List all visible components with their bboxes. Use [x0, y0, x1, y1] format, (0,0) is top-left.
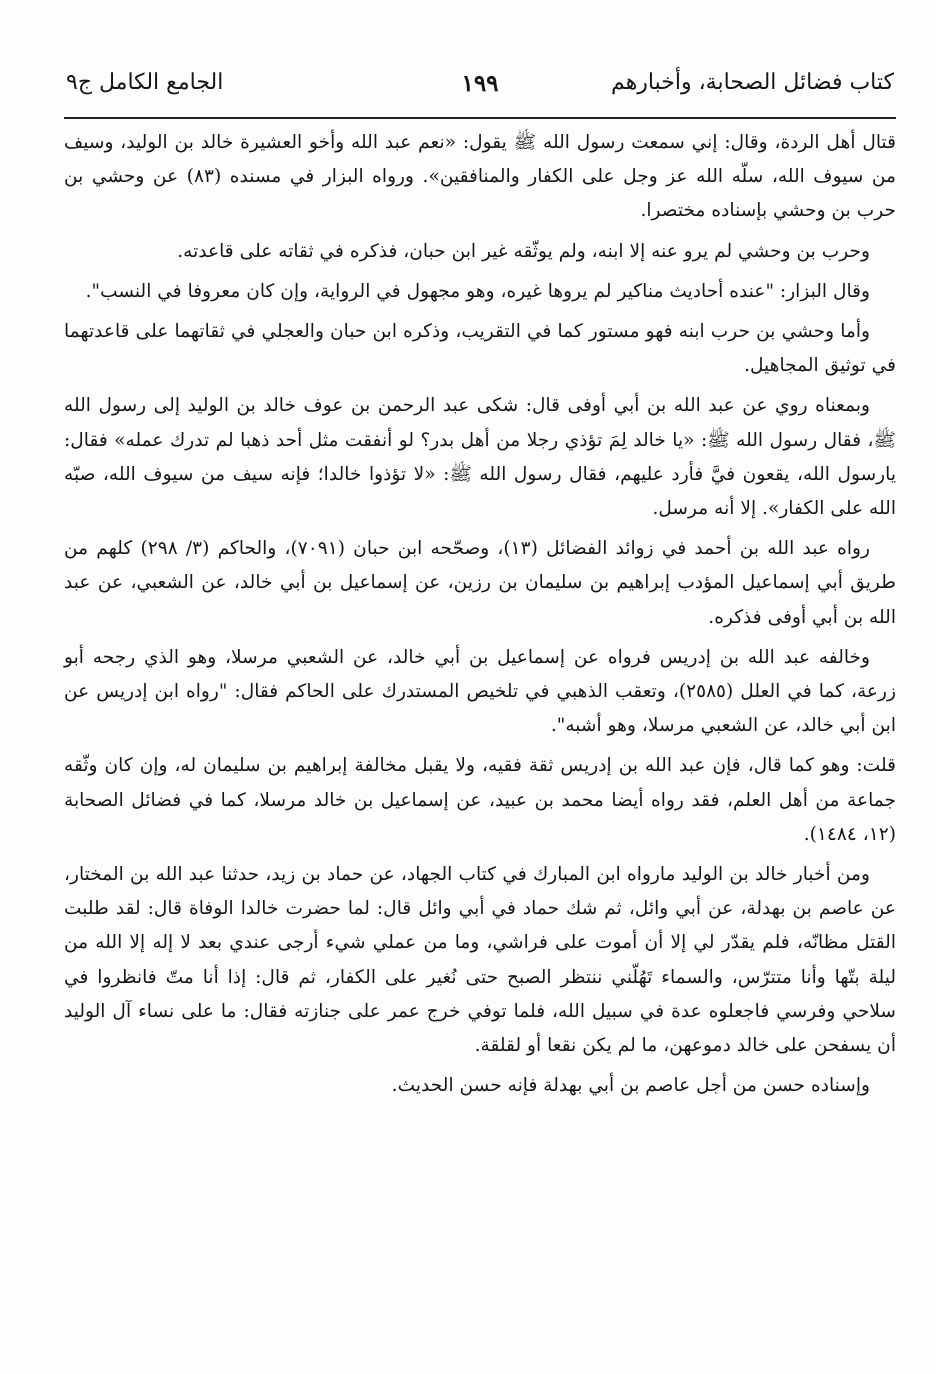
book-title: الجامع الكامل ج٩ — [66, 70, 224, 95]
paragraph-7: وخالفه عبد الله بن إدريس فرواه عن إسماعيل بن أبي خالد، عن الشعبي مرسلا، وهو الذي رجحه أبو زرعة، كما في العلل (٢٥٨٥)، وتعقب الذهبي في تلخيص المستدرك على الحاكم فقال: "رواه ابن إدريس عن ابن أبي خالد، عن الشعبي مرسلا، وهو أشبه". — [64, 646, 896, 737]
paragraph-5: وبمعناه روي عن عبد الله بن أبي أوفى قال: شكى عبد الرحمن بن عوف خالد بن الوليد إلى رسول الله ﷺ، فقال رسول الله ﷺ: «يا خالد لِمَ تؤذي رجلا من أهل بدر؟ لو أنفقت مثل أحد ذهبا لم تدرك عمله» فقال: يارسول الله، يقعون فيَّ فأرد عليهم، فقال رسول الله ﷺ: «لا تؤذوا خالدا؛ فإنه سيف من سيوف الله، صبّه الله على الكفار». إلا أنه مرسل. — [64, 395, 896, 520]
chapter-title: كتاب فضائل الصحابة، وأخبارهم — [611, 70, 894, 95]
page-header — [64, 66, 896, 106]
page-body — [64, 126, 896, 1109]
paragraph-10: وإسناده حسن من أجل عاصم بن أبي بهدلة فإنه حسن الحديث. — [391, 1075, 870, 1097]
paragraph-8: قلت: وهو كما قال، فإن عبد الله بن إدريس ثقة فقيه، ولا يقبل مخالفة إبراهيم بن سليمان له، وإن كان وثّقه جماعة من أهل العلم، فقد رواه أيضا محمد بن عبيد، عن إسماعيل بن خالد مرسلا، كما في فضائل الصحابة (١٢، ١٤٨٤). — [64, 755, 896, 845]
paragraph-4: وأما وحشي بن حرب ابنه فهو مستور كما في التقريب، وذكره ابن حبان والعجلي في ثقاتهما على قاعدتهما في توثيق المجاهيل. — [64, 321, 896, 377]
paragraph-6: رواه عبد الله بن أحمد في زوائد الفضائل (١٣)، وصحّحه ابن حبان (٧٠٩١)، والحاكم (٣/ ٢٩٨) كلهم من طريق أبي إسماعيل المؤدب إبراهيم بن سليمان بن رزين، عن إسماعيل بن أبي خالد، عن الشعبي، عن عبد الله بن أبي أوفى فذكره. — [64, 538, 896, 628]
paragraph-2: وحرب بن وحشي لم يرو عنه إلا ابنه، ولم يوثّقه غير ابن حبان، فذكره في ثقاته على قاعدته. — [177, 240, 870, 262]
paragraph-9: ومن أخبار خالد بن الوليد مارواه ابن المبارك في كتاب الجهاد، عن حماد بن زيد، حدثنا عبد الله بن المختار، عن عاصم بن بهدلة، عن أبي وائل، ثم شك حماد في أبي وائل قال: لما حضرت خالدا الوفاة قال: لقد طلبت القتل مظانّه، فلم يقدّر لي إلا أن أموت على فراشي، وما من عملي شيء أرجى عندي بعد لا إله إلا الله من ليلة بتّها وأنا متترّس، والسماء تَهُلّني ننتظر الصبح حتى نُغير على الكفار، ثم قال: إذا أنا متّ فانظروا في سلاحي وفرسي فاجعلوه عدة في سبيل الله، فلما توفي خرج عمر على جنازته فقال: ما على نساء آل الوليد أن يسفحن على خالد دموعهن، ما لم يكن نقعا أو لقلقة. — [64, 864, 896, 1057]
page-number: ١٩٩ — [461, 70, 499, 97]
header-divider — [64, 117, 896, 119]
paragraph-3: وقال البزار: "عنده أحاديث مناكير لم يروها غيره، وهو مجهول في الرواية، وإن كان معروفا في النسب". — [85, 280, 870, 302]
paragraph-1: قتال أهل الردة، وقال: إني سمعت رسول الله ﷺ يقول: «نعم عبد الله وأخو العشيرة خالد بن الوليد، وسيف من سيوف الله، سلّه الله عز وجل على الكفار والمنافقين». ورواه البزار في مسنده (٨٣) عن وحشي بن حرب بن وحشي بإسناده مختصرا. — [64, 132, 896, 222]
